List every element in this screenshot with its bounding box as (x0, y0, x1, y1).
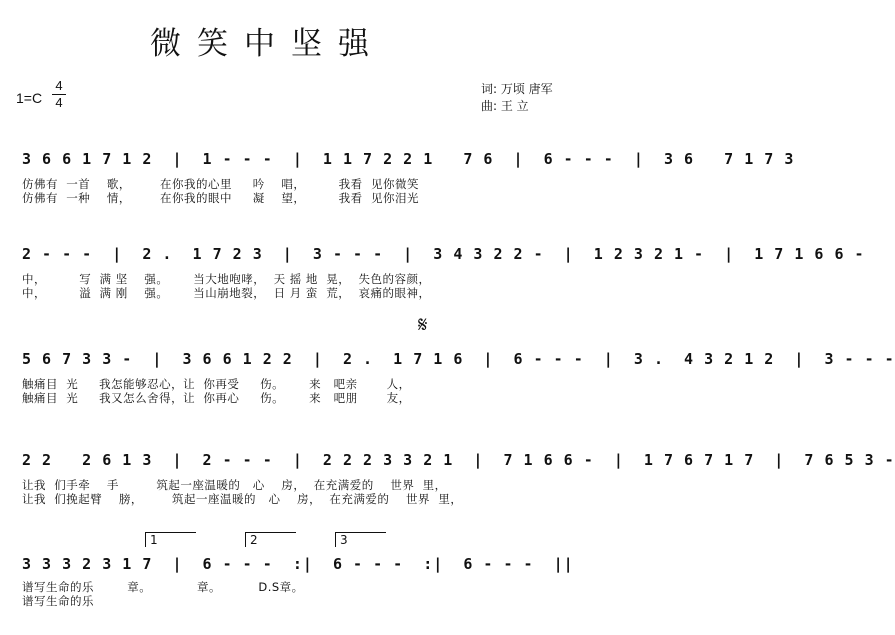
notation-line: 2 2 2 6 1 3 | 2 - - - | 2 2 2 3 3 2 1 | 7 1 6 6 - | 1 7 6 7 1 7 | 7 6 5 3 - (22, 451, 895, 469)
system-1 (0, 150, 795, 230)
composer-credit: 曲: 王 立 (481, 99, 529, 113)
segno-sign: 𝄋 (418, 313, 428, 338)
lyrics-verse-2: 仿佛有 一种 情， 在你我的眼中 凝 望， 我看 见你泪光 (22, 191, 419, 205)
key-signature: 1=C (16, 90, 43, 106)
lyrics-verse-1: 让我 们手牵 手 筑起一座温暖的 心 房， 在充满爱的 世界 里， (22, 478, 447, 492)
system-4 (0, 451, 895, 531)
lyrics-verse-2: 中， 溢 满 刚 强。 当山崩地裂， 日 月 蛮 荒， 哀痛的眼神， (22, 286, 431, 300)
system-2 (0, 245, 865, 325)
time-signature (52, 79, 66, 110)
notation-line: 3 3 3 2 3 1 7 | 6 - - - :| 6 - - - :| 6 - - - || (22, 555, 574, 573)
time-signature-top: 4 (55, 78, 63, 93)
lyrics-verse-2: 触痛目 光 我又怎么舍得，让 你再心 伤。 来 吧朋 友， (22, 391, 411, 405)
lyrics-verse-2: 谱写生命的乐 (22, 594, 94, 608)
notation-line: 3 6 6 1 7 1 2 | 1 - - - | 1 1 7 2 2 1 7 6 | 6 - - - | 3 6 7 1 7 3 (22, 150, 795, 168)
system-3 (0, 350, 895, 430)
lyrics-verse-1: 谱写生命的乐 章。 章。 D.S章。 (22, 580, 304, 594)
system-5 (0, 555, 650, 635)
lyrics-verse-1: 仿佛有 一首 歌， 在你我的心里 吟 唱， 我看 见你微笑 (22, 177, 419, 191)
notation-line: 5 6 7 3 3 - | 3 6 6 1 2 2 | 2 . 1 7 1 6 | 6 - - - | 3 . 4 3 2 1 2 | 3 - - - (22, 350, 895, 368)
ending-bracket-1: 1 (145, 532, 196, 547)
lyricist-credit: 词: 万顷 唐军 (481, 82, 553, 96)
song-title: 微笑中坚强 (150, 26, 385, 62)
lyrics-verse-1: 中， 写 满 坚 强。 当大地咆哮， 天 摇 地 晃， 失色的容颜， (22, 272, 431, 286)
ending-bracket-2: 2 (245, 532, 296, 547)
lyrics-verse-1: 触痛目 光 我怎能够忍心，让 你再受 伤。 来 吧亲 人， (22, 377, 411, 391)
notation-line: 2 - - - | 2 . 1 7 2 3 | 3 - - - | 3 4 3 2 2 - | 1 2 3 2 1 - | 1 7 1 6 6 - (22, 245, 865, 263)
lyrics-verse-2: 让我 们挽起臂 膀， 筑起一座温暖的 心 房， 在充满爱的 世界 里， (22, 492, 463, 506)
time-signature-bottom: 4 (55, 95, 63, 110)
ending-bracket-3: 3 (335, 532, 386, 547)
